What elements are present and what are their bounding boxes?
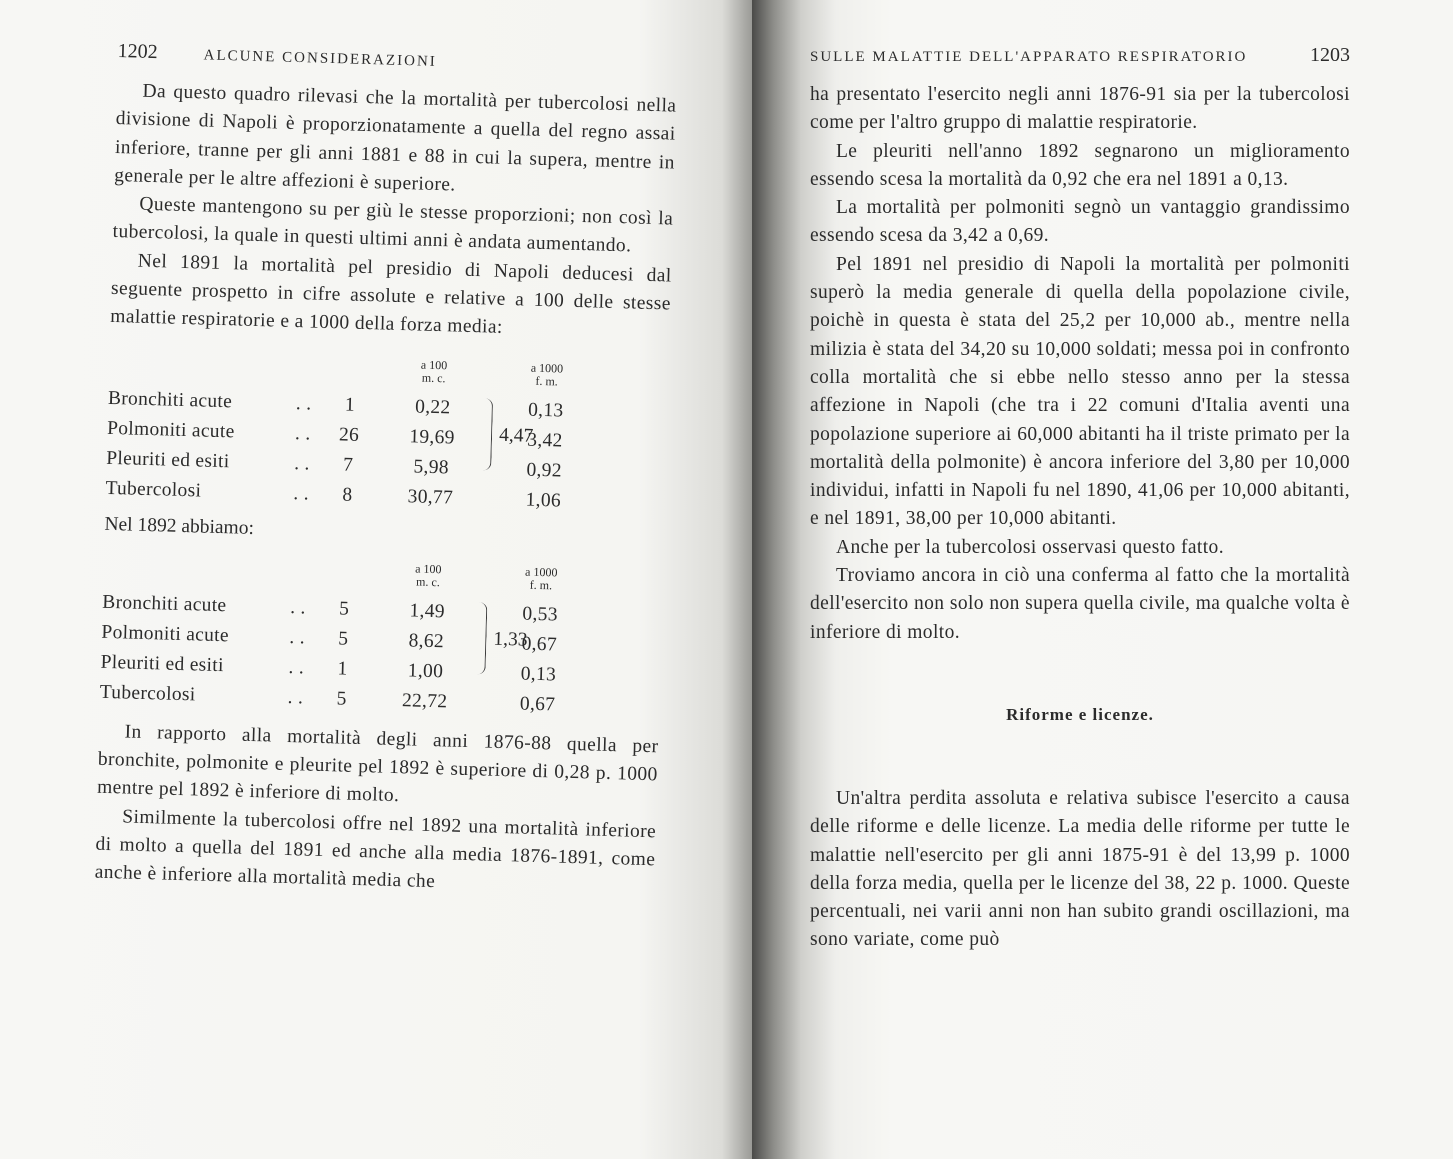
table-row: Pleuriti ed esiti . . 1 1,00 0,13 [100,647,661,693]
page-number: 1203 [1310,44,1350,66]
right-page-header [810,44,1350,67]
paragraph: Nel 1891 la mortalità pel presidio di Napoli deducesi dal seguente prospetto in cifre assolute e relative a 100 delle stesse malattie respiratorie e a 1000 della forza media: [109,250,672,339]
table-row: Tubercolosi . . 5 22,72 0,67 [99,677,660,723]
paragraph: Un'altra perdita assoluta e relativa subisce l'esercito a causa delle riforme e delle licenze. La media delle riforme per tutte le malattie nell'esercito per gli anni 1875-91 è del 13,99 p. 1000 della forza media, quella per le licenze del 38, 22 p. 1000. Queste percentuali, nei varii anni non han subito grandi oscillazioni, ma sono variate, come può [810,787,1350,951]
row-per1000: 0,67 [521,633,558,656]
table-total: 1,33 [493,628,528,651]
row-count: 26 [338,424,360,446]
header-per100-a: a 100 [415,561,442,576]
row-per100: 30,77 [407,485,454,509]
paragraph: Queste mantengono su per giù le stesse proporzioni; non così la tubercolosi, la quale in questi ultimi anni è andata aumentando. [112,193,674,257]
running-title: SULLE MALATTIE DELL'APPARATO RESPIRATORIO [810,49,1248,65]
paragraph: Pel 1891 nel presidio di Napoli la mortalità per polmoniti superò la media generale di quella della popolazione civile, poichè in questa è stata del 25,2 per 10,000 ab., mentre nella milizia è stata del 34,20 su 10,000 soldati; messa poi in confronto colla mortalità che si ebbe nello stesso anno per la stessa affezione in Napoli (che tra i 22 comuni d'Italia aventi una popolazione superiore ai 60,000 abitanti ha il triste primato per la mortalità della polmonite) è ancora inferiore del 3,80 per 10,000 individui, infatti in Napoli fu nel 1890, 41,06 per 10,000 abitanti, e nel 1891, 38,00 per 10,000 abitanti. [810,253,1350,530]
row-per1000: 1,06 [525,489,562,512]
row-per100: 22,72 [401,689,448,713]
row-count: 1 [344,394,356,416]
row-name: Pleuriti ed esiti [106,447,230,472]
body-text [810,785,1350,955]
table-row: Bronchiti acute . . 5 1,49 0,53 [102,587,663,633]
row-count: 1 [337,658,348,680]
paragraph: Da questo quadro rilevasi che la mortalità per tubercolosi nella divisione di Napoli è proporzionatamente a quella del regno assai inferiore, tranne per gli anni 1881 e 88 in cui la supera, mentre in generale per le altre affezioni è superiore. [113,80,677,196]
mortality-table-1891 [105,350,669,520]
row-per100: 19,69 [409,425,456,449]
table-row: Tubercolosi . . 8 30,77 1,06 [105,474,666,520]
table-row: Bronchiti acute . . 1 0,22 0,13 [108,384,669,430]
row-count: 7 [342,454,354,476]
row-per100: 5,98 [413,456,450,479]
row-name: Polmoniti acute [101,621,230,646]
paragraph: In rapporto alla mortalità degli anni 1876-88 quella per bronchite, polmonite e pleurite pel 1892 è superiore di 0,28 p. 1000 mentre pel 1892 è inferiore di molto. [96,721,659,807]
paragraph: Le pleuriti nell'anno 1892 segnarono un miglioramento essendo scesa la mortalità da 0,92 che era nel 1891 a 0,13. [810,140,1350,190]
page-number: 1202 [117,40,158,64]
left-page-content [94,40,677,903]
row-count: 8 [342,484,353,506]
row-per1000: 0,53 [522,603,559,626]
header-per1000-a: a 1000 [530,360,564,376]
row-per100: 8,62 [408,630,445,653]
paragraph: ha presentato l'esercito negli anni 1876-91 sia per la tubercolosi come per l'altro gruppo di malattie respiratorie. [810,84,1350,134]
paragraph: Anche per la tubercolosi osservasi questo fatto. [836,536,1224,558]
row-count: 5 [338,598,350,620]
row-per1000: 0,13 [520,663,557,686]
row-count: 5 [338,628,349,650]
table-row: Polmoniti acute . . 5 8,62 0,67 [101,617,662,663]
row-name: Tubercolosi [99,681,196,706]
paragraph: La mortalità per polmoniti segnò un vantaggio grandissimo essendo scesa da 3,42 a 0,69. [810,197,1350,247]
row-name: Polmoniti acute [106,417,235,443]
right-page [752,0,1453,1159]
section-title: Riforme e licenze. [1006,704,1154,724]
header-per100-b: m. c. [421,370,446,385]
body-text [810,81,1350,647]
row-name: Tubercolosi [105,477,202,502]
header-per1000-a: a 1000 [524,564,558,580]
row-per100: 0,22 [414,396,451,419]
body-text [94,717,659,902]
table-total: 4,47 [498,424,534,447]
row-per1000: 3,42 [527,429,563,452]
header-per100-b: m. c. [415,574,441,589]
row-per100: 1,49 [409,600,446,623]
row-per1000: 0,67 [519,693,556,716]
row-per1000: 0,92 [526,459,563,482]
table-row: Polmoniti acute . . 26 19,69 3,42 [107,414,668,460]
left-page-header [117,40,677,79]
row-name: Pleuriti ed esiti [100,651,225,676]
table-row: Pleuriti ed esiti . . 7 5,98 0,92 [106,444,667,490]
table-intro-1892: Nel 1892 abbiamo: [104,513,255,539]
header-per1000-b: f. m. [535,373,559,389]
running-title: ALCUNE CONSIDERAZIONI [203,47,437,70]
row-count: 5 [336,688,348,710]
mortality-table-1892 [99,553,663,723]
row-name: Bronchiti acute [102,591,227,616]
right-page-content [810,44,1350,955]
row-name: Bronchiti acute [107,387,233,412]
paragraph: Troviamo ancora in ciò una conferma al fatto che la mortalità dell'esercito non solo non supera quella civile, ma qualche volta è inferiore di molto. [810,565,1350,643]
header-per1000-b: f. m. [529,577,553,593]
body-text [110,77,677,347]
paragraph: Similmente la tubercolosi offre nel 1892 una mortalità inferiore di molto a quella del 1891 ed anche alla media 1876-1891, come anche è inferiore alla mortalità media che [94,805,657,893]
row-per100: 1,00 [407,660,444,682]
row-per1000: 0,13 [527,399,564,422]
header-per100-a: a 100 [420,357,448,372]
